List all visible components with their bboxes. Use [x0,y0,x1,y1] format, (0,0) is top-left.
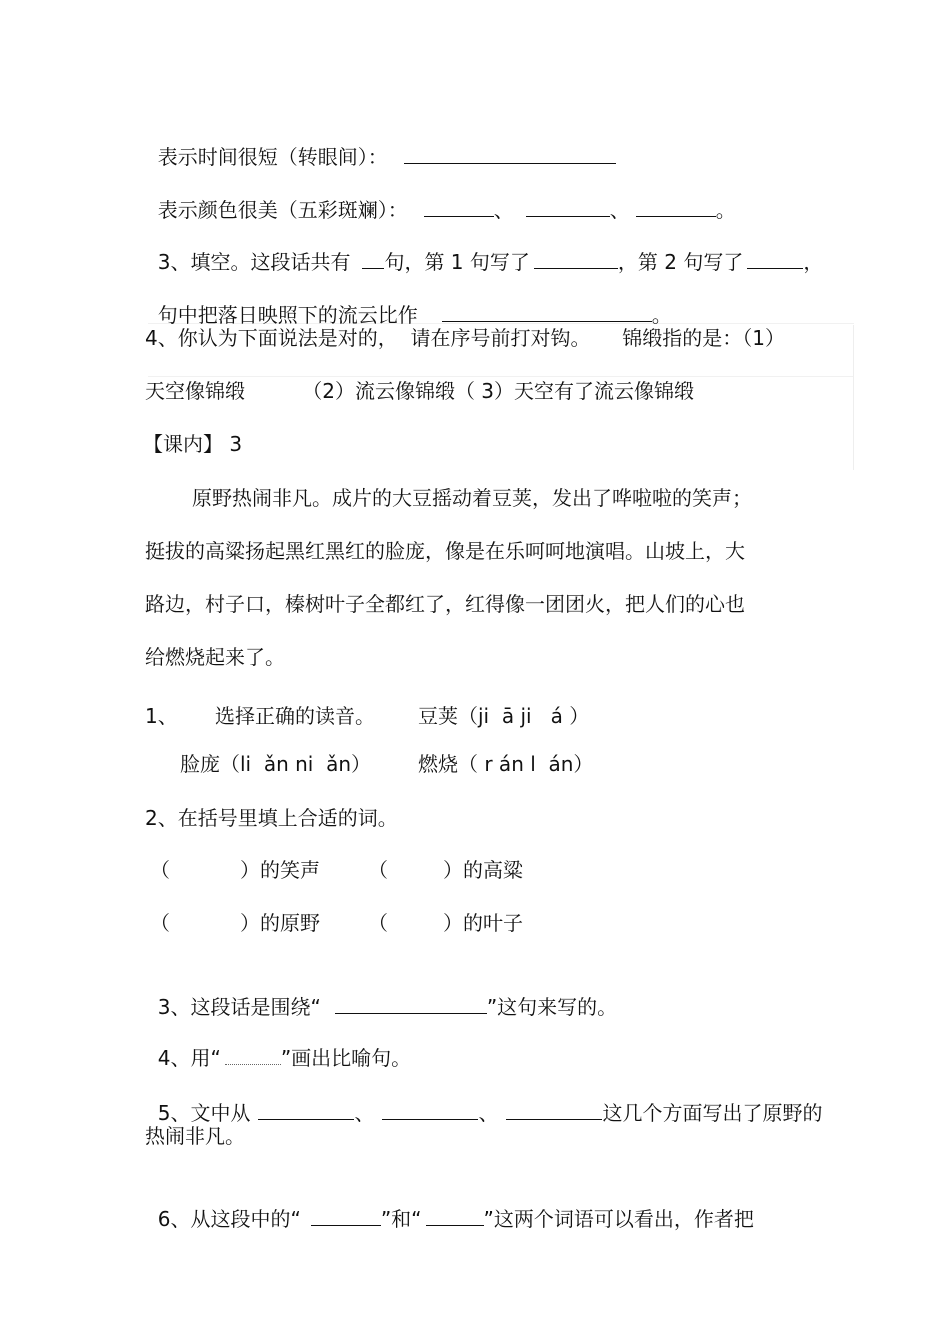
blank-aspect-3[interactable] [506,1097,602,1120]
q4-line: 4、用“ ”画出比喻句。 [157,1046,412,1070]
question-3-fill: 3、填空。这段话共有 句，第 1 句写了 ，第 2 句写了 ， [145,218,823,276]
blank-aspect-1[interactable] [258,1097,354,1120]
q2-paren-open-4: （ [368,911,388,935]
q2-yuanye: ）的原野 [240,911,320,935]
blank-aspect-2[interactable] [382,1097,478,1120]
q1-number: 1、 [145,704,178,728]
q3-line: 3、这段话是围绕“ ”这句来写的。 [145,963,617,1021]
question-4-options: 天空像锦缎 （2）流云像锦缎（ 3）天空有了流云像锦缎 [145,379,695,403]
blank-sentence-count[interactable] [362,246,384,269]
question-4-statement: 4、你认为下面说法是对的， 请在序号前打对钩。 锦缎指的是：（1） [145,326,785,350]
q2-paren-open-3: （ [150,911,170,935]
blank-color-2[interactable] [526,194,610,217]
q5-line-2: 热闹非凡。 [145,1124,245,1148]
line-color-beautiful: 表示颜色很美（五彩斑斓）： 、 、 。 [145,166,736,224]
passage-line-3: 路边，村子口，榛树叶子全都红了，红得像一团团火，把人们的心也 [145,592,745,616]
q2-prompt: 2、在括号里填上合适的词。 [145,806,398,830]
q2-xiaosheng: ）的笑声 [240,858,320,882]
blank-central-sentence[interactable] [335,991,487,1014]
blank-word-1[interactable] [311,1203,381,1226]
q1-ranshao: 燃烧（ r án l án） [418,752,594,776]
q2-paren-open-2: （ [368,858,388,882]
blank-color-1[interactable] [424,194,494,217]
passage-line-2: 挺拔的高粱扬起黑红黑红的脸庞，像是在乐呵呵地演唱。山坡上，大 [145,539,745,563]
passage-line-4: 给燃烧起来了。 [145,645,285,669]
wavy-underline-sample [225,1044,281,1065]
passage-line-1: 原野热闹非凡。成片的大豆摇动着豆荚，发出了哗啦啦的笑声； [192,486,752,510]
q2-gaoliang: ）的高粱 [443,858,523,882]
blank-word-2[interactable] [426,1203,484,1226]
blank-color-3[interactable] [636,194,716,217]
section-heading: 【课内】 3 [143,432,243,456]
blank-time[interactable] [404,141,616,164]
blank-sentence-2[interactable] [747,246,803,269]
q5-line: 5、文中从 、 、 这几个方面写出了原野的 [145,1069,822,1127]
q1-doujia: 豆荚（ji ā ji á ） [418,704,590,728]
blank-compare[interactable] [442,299,652,322]
question-3-compare: 句中把落日映照下的流云比作 。 [145,271,672,329]
q1-prompt: 选择正确的读音。 [215,704,375,728]
q2-paren-open-1: （ [150,858,170,882]
q2-yezi: ）的叶子 [443,911,523,935]
line-time-short: 表示时间很短（转眼间）： [145,113,616,171]
blank-sentence-1[interactable] [534,246,618,269]
table-border-right [853,325,854,470]
q6-line: 6、从这段中的“ ”和“ ”这两个词语可以看出，作者把 [145,1175,754,1233]
q1-lianpang: 脸庞（li ǎn ni ǎn） [180,752,371,776]
